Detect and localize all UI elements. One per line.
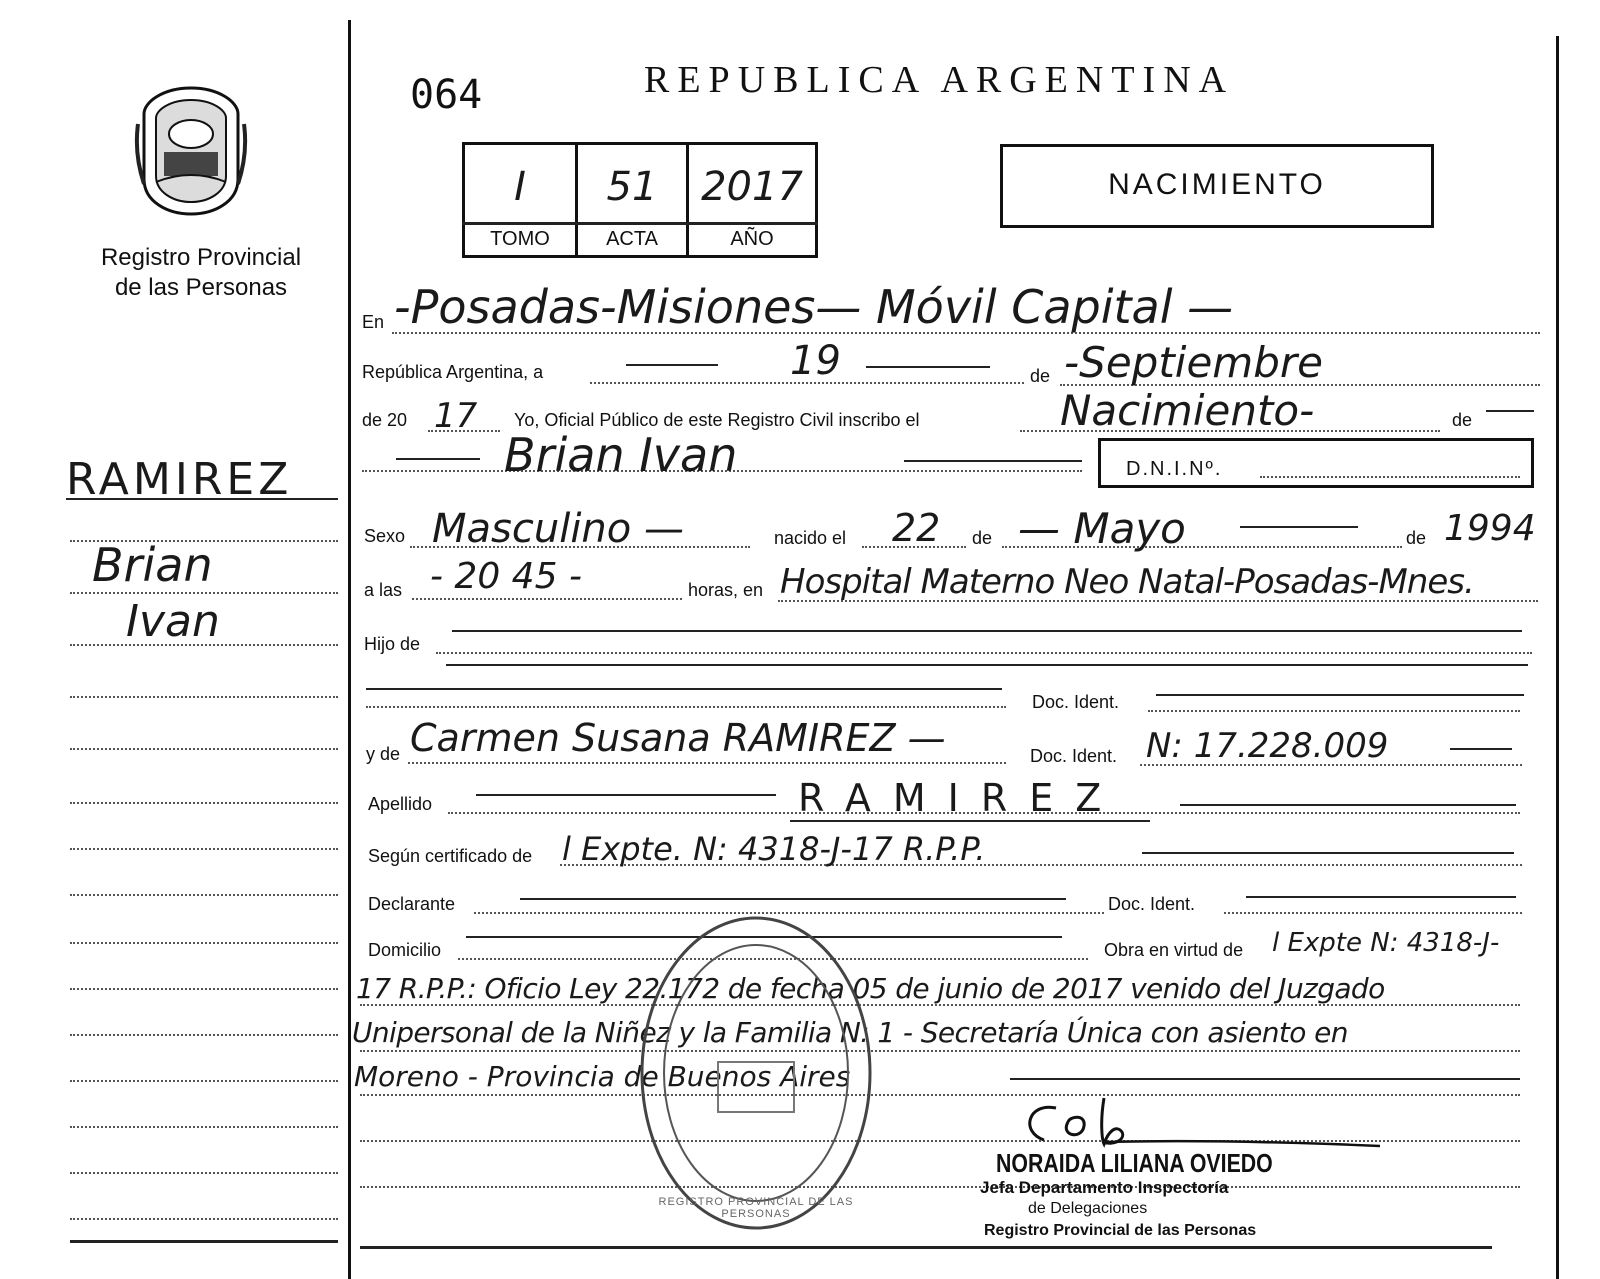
margin-line — [70, 802, 338, 804]
dni-line — [1260, 476, 1520, 478]
value-obra: l Expte N: 4318-J- — [1272, 928, 1500, 958]
value-inscribe-type: Nacimiento- — [1060, 386, 1315, 435]
value-birth-place: Hospital Materno Neo Natal-Posadas-Mnes. — [780, 562, 1474, 602]
label-mother-doc: Doc. Ident. — [1030, 746, 1118, 766]
note-line-3: Moreno - Provincia de Buenos Aires — [354, 1060, 851, 1093]
margin-line — [70, 1034, 338, 1036]
anio-label: AÑO — [730, 228, 774, 250]
label-declarante-doc: Doc. Ident. — [1108, 894, 1196, 914]
label-a-las: a las — [364, 580, 403, 600]
fill-dash — [366, 688, 1002, 690]
acta-value: 51 — [606, 164, 658, 210]
margin-line — [70, 988, 338, 990]
margin-line — [70, 1172, 338, 1174]
registry-name-line1: Registro Provincial — [100, 244, 302, 271]
margin-line — [70, 1080, 338, 1082]
margin-line — [70, 1126, 338, 1128]
registry-name-line2: de las Personas — [114, 274, 288, 301]
stamp-text: REGISTRO PROVINCIAL DE LAS PERSONAS — [658, 1196, 854, 1220]
fill-dash — [446, 664, 1528, 666]
fill-dash — [866, 366, 990, 368]
value-year-suffix: 17 — [434, 396, 478, 436]
label-apellido: Apellido — [368, 794, 433, 814]
label-nacido: nacido el — [774, 528, 847, 548]
fill-dash — [1142, 852, 1514, 854]
margin-line — [70, 1218, 338, 1220]
tomo-value: I — [514, 164, 526, 210]
fill-dash — [476, 794, 776, 796]
row-line — [360, 1050, 1520, 1052]
tomo-label: TOMO — [490, 228, 550, 250]
value-birth-month: — Mayo — [1018, 504, 1186, 553]
signer-title-2: de Delegaciones — [1028, 1200, 1148, 1217]
value-sexo: Masculino — — [432, 506, 684, 552]
label-declarante: Declarante — [368, 894, 456, 914]
label-de-20: de 20 — [362, 410, 408, 430]
fill-dash — [1010, 1078, 1520, 1080]
margin-line — [70, 696, 338, 698]
left-border-line — [348, 20, 351, 1279]
margin-bottom-line — [70, 1240, 338, 1243]
note-line-1: 17 R.P.P.: Oficio Ley 22.172 de fecha 05 de junio de 2017 venido del Juzgado — [356, 972, 1385, 1005]
fill-dash — [1246, 896, 1516, 898]
apellido-underline — [790, 820, 1150, 822]
fill-dash — [1486, 410, 1534, 412]
margin-surname-underline — [66, 498, 338, 500]
label-doc-ident-1: Doc. Ident. — [1032, 692, 1120, 712]
label-segun: Según certificado de — [368, 846, 533, 866]
row-line — [1148, 710, 1520, 712]
margin-line — [70, 942, 338, 944]
label-de: de — [1030, 366, 1051, 386]
record-type: NACIMIENTO — [1108, 168, 1326, 201]
value-time: - 20 45 - — [430, 556, 582, 597]
margin-surname: RAMIREZ — [66, 454, 293, 505]
row-line — [412, 598, 682, 600]
province-seal-logo — [134, 84, 248, 218]
fill-dash — [1240, 526, 1358, 528]
label-obra: Obra en virtud de — [1104, 940, 1244, 960]
label-y-de: y de — [366, 744, 401, 764]
label-dni: D.N.I.Nº. — [1126, 458, 1223, 480]
anio-value: 2017 — [701, 164, 803, 210]
margin-line — [70, 748, 338, 750]
fill-dash — [452, 630, 1522, 632]
record-number: 064 — [410, 72, 483, 118]
signer-title-3: Registro Provincial de las Personas — [984, 1222, 1257, 1239]
label-en: En — [362, 312, 385, 332]
value-birth-year: 1994 — [1444, 508, 1536, 549]
value-apellido: RAMIREZ — [798, 776, 1124, 820]
official-stamp — [636, 912, 876, 1234]
signer-title-1: Jefa Departamento Inspectoría — [980, 1178, 1229, 1197]
row-line — [366, 706, 1006, 708]
margin-line — [70, 644, 338, 646]
margin-given-name-2: Ivan — [126, 596, 220, 647]
fill-dash — [1450, 748, 1512, 750]
value-child-name: Brian Ivan — [504, 428, 738, 482]
acta-label: ACTA — [606, 228, 658, 250]
row-line — [436, 652, 1532, 654]
fill-dash — [626, 364, 718, 366]
row-line — [408, 762, 1006, 764]
label-birth-de-2: de — [1406, 528, 1427, 548]
value-mother: Carmen Susana RAMIREZ — — [410, 716, 946, 760]
value-mother-doc: N: 17.228.009 — [1146, 726, 1389, 766]
fill-dash — [1156, 694, 1524, 696]
label-horas: horas, en — [688, 580, 764, 600]
margin-line — [70, 894, 338, 896]
value-birth-day: 22 — [892, 506, 941, 550]
margin-line — [70, 848, 338, 850]
label-sexo: Sexo — [364, 526, 406, 546]
fill-dash — [520, 898, 1066, 900]
row-line — [428, 430, 500, 432]
row-line — [1224, 912, 1522, 914]
fill-dash — [396, 458, 480, 460]
right-border-line — [1556, 36, 1559, 1279]
margin-given-name-1: Brian — [92, 538, 213, 592]
fill-dash — [1180, 804, 1516, 806]
fill-dash — [904, 460, 1082, 462]
label-hijo-de: Hijo de — [364, 634, 421, 654]
label-de-2: de — [1452, 410, 1473, 430]
label-inscribo: Yo, Oficial Público de este Registro Civil inscribo el — [514, 410, 920, 430]
note-line-2: Unipersonal de la Niñez y la Familia N: 1 - Secretaría Única con asiento en — [352, 1016, 1348, 1049]
row-line — [360, 1186, 1520, 1188]
value-month: -Septiembre — [1064, 338, 1323, 387]
margin-line — [70, 540, 338, 542]
record-box-divider — [462, 222, 818, 225]
label-republica: República Argentina, a — [362, 362, 544, 382]
label-birth-de-1: de — [972, 528, 993, 548]
document-title: REPUBLICA ARGENTINA — [644, 59, 1235, 101]
label-domicilio: Domicilio — [368, 940, 442, 960]
signer-name: NORAIDA LILIANA OVIEDO — [996, 1148, 1273, 1178]
bottom-line — [360, 1246, 1492, 1249]
value-day: 19 — [790, 338, 841, 384]
value-place: -Posadas-Misiones— Móvil Capital — — [394, 280, 1234, 334]
margin-line — [70, 592, 338, 594]
value-certificado: l Expte. N: 4318-J-17 R.P.P. — [562, 830, 986, 868]
